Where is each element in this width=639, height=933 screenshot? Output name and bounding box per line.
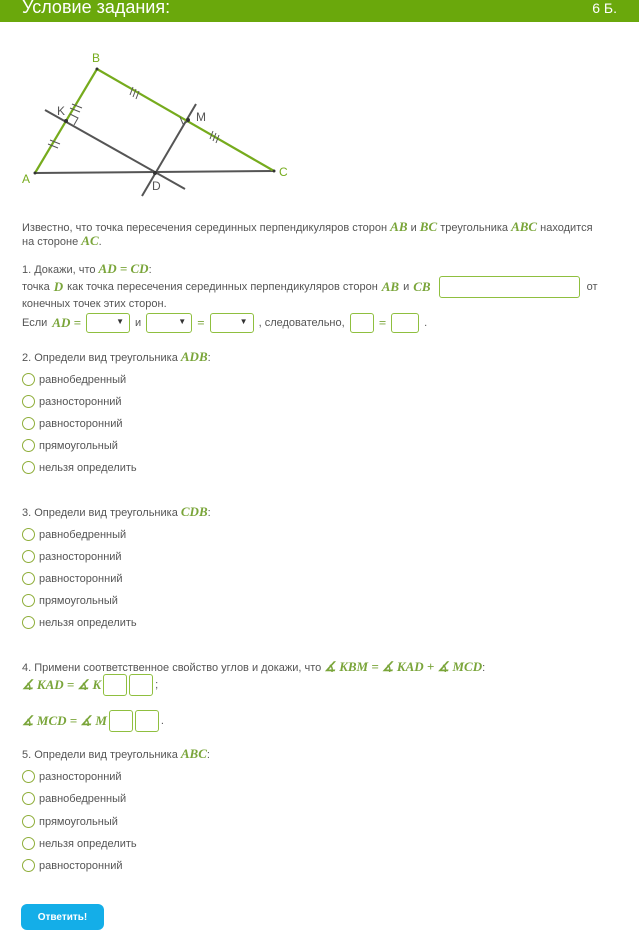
angle-box-k2[interactable]: [129, 674, 153, 696]
q1-line3: Если AD = ▼ и ▼ = ▼ , следовательно, = .: [22, 313, 427, 333]
intro-line2: на стороне AC.: [22, 233, 102, 248]
perpendicular-m: [142, 104, 196, 196]
q5-option[interactable]: равнобедренный: [22, 792, 126, 805]
q4-title: 4. Примени соответственное свойство углов и докажи, что ∡ KBM = ∡ KAD + ∡ MCD:: [22, 659, 486, 674]
radio-icon[interactable]: [22, 439, 35, 452]
label-m: M: [196, 110, 206, 124]
radio-icon[interactable]: [22, 616, 35, 629]
radio-icon[interactable]: [22, 461, 35, 474]
intro-line1: Известно, что точка пересечения серединных перпендикуляров сторон AB и BC треугольника ABC находится: [22, 219, 593, 234]
radio-icon[interactable]: [22, 792, 35, 805]
q5-option[interactable]: разносторонний: [22, 770, 122, 783]
label-k: K: [57, 104, 66, 118]
q2-title: 2. Определи вид треугольника ADB:: [22, 349, 211, 364]
side-bc: [97, 69, 274, 171]
answer-box-2[interactable]: [391, 313, 419, 333]
q2-option[interactable]: нельзя определить: [22, 461, 137, 474]
angle-box-m2[interactable]: [135, 710, 159, 732]
submit-button[interactable]: Ответить!: [21, 904, 104, 930]
q4-line1: ∡ KAD = ∡ K ;: [22, 674, 158, 696]
angle-box-m1[interactable]: [109, 710, 133, 732]
label-b: B: [92, 51, 101, 65]
radio-icon[interactable]: [22, 859, 35, 872]
radio-icon[interactable]: [22, 572, 35, 585]
q5-title: 5. Определи вид треугольника ABC:: [22, 746, 210, 761]
task-header: [0, 0, 639, 22]
radio-icon[interactable]: [22, 837, 35, 850]
segment-select-1[interactable]: [86, 313, 130, 333]
q2-option[interactable]: равносторонний: [22, 417, 122, 430]
q3-option[interactable]: равнобедренный: [22, 528, 126, 541]
distance-input[interactable]: [439, 276, 580, 298]
answer-box-1[interactable]: [350, 313, 374, 333]
radio-icon[interactable]: [22, 770, 35, 783]
q2-option[interactable]: разносторонний: [22, 395, 122, 408]
q3-option[interactable]: нельзя определить: [22, 616, 137, 629]
points: 6 Б.: [592, 0, 617, 16]
label-c: C: [279, 165, 288, 179]
radio-icon[interactable]: [22, 528, 35, 541]
q3-option[interactable]: равносторонний: [22, 572, 122, 585]
radio-icon[interactable]: [22, 417, 35, 430]
q1-from: от: [586, 281, 598, 293]
q4-line2: ∡ MCD = ∡ M .: [22, 710, 164, 732]
radio-icon[interactable]: [22, 550, 35, 563]
radio-icon[interactable]: [22, 815, 35, 828]
label-d: D: [152, 179, 161, 193]
radio-icon[interactable]: [22, 594, 35, 607]
triangle-figure: [0, 40, 300, 200]
q1-title: 1. Докажи, что AD = CD:: [22, 261, 152, 276]
q5-option[interactable]: равносторонний: [22, 859, 122, 872]
segment-select-3[interactable]: [210, 313, 254, 333]
q3-option[interactable]: прямоугольный: [22, 594, 118, 607]
q3-title: 3. Определи вид треугольника CDB:: [22, 504, 211, 519]
angle-box-k1[interactable]: [103, 674, 127, 696]
q2-option[interactable]: равнобедренный: [22, 373, 126, 386]
radio-icon[interactable]: [22, 395, 35, 408]
segment-select-2[interactable]: [146, 313, 192, 333]
q2-option[interactable]: прямоугольный: [22, 439, 118, 452]
radio-icon[interactable]: [22, 373, 35, 386]
q5-option[interactable]: нельзя определить: [22, 837, 137, 850]
header-title: Условие задания:: [22, 0, 171, 17]
q3-option[interactable]: разносторонний: [22, 550, 122, 563]
q1-line1: точка D как точка пересечения серединных перпендикуляров сторон AB и CB от: [22, 276, 598, 298]
q1-line2: конечных точек этих сторон.: [22, 298, 167, 310]
label-a: A: [22, 172, 31, 186]
q5-option[interactable]: прямоугольный: [22, 815, 118, 828]
